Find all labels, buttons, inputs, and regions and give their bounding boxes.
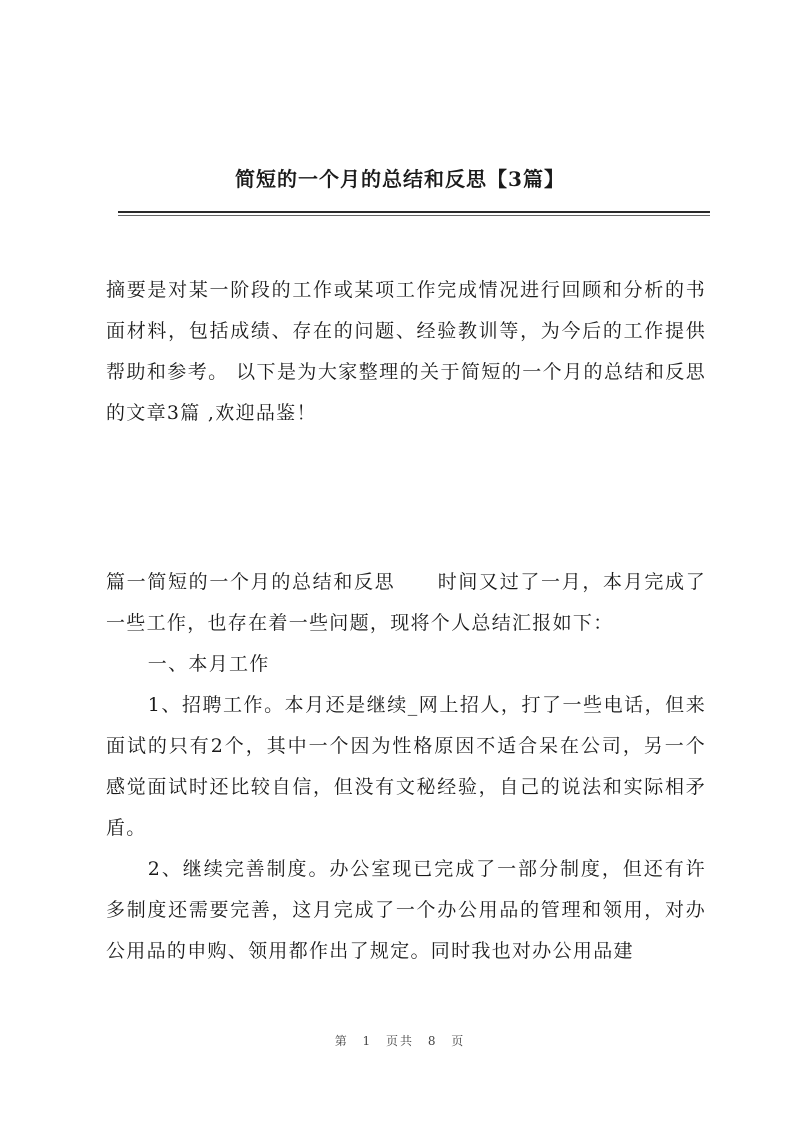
article-paragraph: 2、继续完善制度。办公室现已完成了一部分制度，但还有许多制度还需要完善，这月完成了一个办公用品的管理和领用，对办公用品的申购、领用都作出了规定。同时我也对办公用品建 — [106, 858, 706, 962]
title-underline — [118, 211, 710, 213]
page-footer: 第 1 页共 8 页 — [334, 1034, 466, 1048]
section-title: 一、本月工作 — [147, 653, 270, 675]
article-body — [106, 562, 706, 972]
abstract-paragraph: 摘要是对某一阶段的工作或某项工作完成情况进行回顾和分析的书面材料，包括成绩、存在的问题、经验教训等，为今后的工作提供帮助和参考。 以下是为大家整理的关于简短的一个月的总结和反思的文章3篇 ,欢迎品鉴！ — [106, 279, 706, 424]
title-underline-thin — [118, 215, 710, 216]
document-title: 简短的一个月的总结和反思【3篇】 — [235, 167, 565, 191]
article-heading: 篇一简短的一个月的总结和反思 — [106, 571, 396, 593]
article-paragraph: 1、招聘工作。本月还是继续_网上招人，打了一些电话，但来面试的只有2个，其中一个因为性格原因不适合呆在公司，另一个感觉面试时还比较自信，但没有文秘经验，自己的说法和实际相矛盾。 — [106, 694, 706, 839]
article-intro-paragraph — [106, 562, 706, 644]
article-intro: 时间又过了一月，本月完成了一些工作，也存在着一些问题，现将个人总结汇报如下： — [106, 571, 707, 634]
